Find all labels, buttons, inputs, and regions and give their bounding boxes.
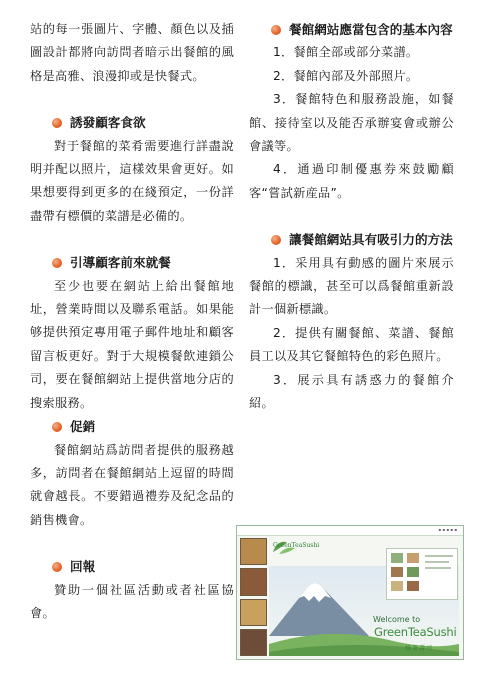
bullet-icon [52,562,62,572]
section-heading-basic-content [249,18,454,41]
heading-text: 餐館網站應當包含的基本內容 [289,22,453,37]
list-item: 2．餐館內部及外部照片。 [273,68,419,83]
bullet-icon [52,118,62,128]
bullet-icon [271,25,281,35]
heading-text: 讓餐館網站具有吸引力的方法 [289,232,453,248]
bullet-icon [52,422,62,432]
bullet-icon [52,258,62,268]
screenshot-photo-strip [240,538,267,656]
paragraph-reward: 贊助一個社區活動或者社區協會。 [30,582,234,620]
screenshot-nav: ▪ ▪ ▪ ▪ ▪ [438,527,457,532]
photo-thumbnail [240,629,267,656]
section-heading-reward [30,555,234,578]
screenshot-menu-panel [386,548,458,600]
brand-name: GreenTeaSushi [374,625,457,639]
list-item: 1．采用具有動感的圖片來展示餐館的標識，甚至可以爲餐館重新設計一個新標識。 [249,255,454,317]
photo-thumbnail [240,599,267,626]
bullet-icon [271,235,281,245]
photo-thumbnail [240,568,267,595]
website-screenshot-image [236,525,464,660]
list-item: 4．通過印制優惠券來鼓勵顧客“嘗試新産品”。 [249,162,454,200]
screenshot-logo-text: GreenTeaSushi [273,542,320,549]
section-heading-guide [30,251,234,274]
paragraph-appetite: 對于餐館的菜肴需要進行詳盡說明并配以照片，這樣效果會更好。如果想要得到更多的在綫預定，一份詳盡帶有標價的菜譜是必備的。 [30,138,234,223]
brand-chinese-name: 綠茶壽司 [405,645,434,652]
photo-thumbnail [240,538,267,565]
right-column [249,18,454,416]
list-item: 3．餐館特色和服務設施，如餐館、接待室以及能否承辦宴會或辦公會議等。 [249,92,454,154]
list-item: 2．提供有關餐館、菜譜、餐館員工以及其它餐館特色的彩色照片。 [249,325,454,364]
heading-text: 促銷 [70,419,96,435]
heading-text: 誘發顧客食欲 [70,115,146,131]
intro-paragraph: 站的每一張圖片、字體、顏色以及插圖設計都將向訪問者暗示出餐館的風格是高雅、浪漫抑或是快餐式。 [30,22,234,83]
welcome-text: Welcome to [373,615,421,624]
heading-text: 回報 [70,559,96,575]
section-heading-appetite [30,111,234,134]
heading-text: 引導顧客前來就餐 [70,255,171,271]
section-heading-promotion [30,415,234,438]
paragraph-promotion: 餐館網站爲訪問者提供的服務越多，訪問者在餐館網站上逗留的時間就會越長。不要錯過禮券及紀念品的銷售機會。 [30,442,234,527]
menu-panel-image [387,549,457,599]
screenshot-top-bar [237,526,463,536]
list-item: 1．餐館全部或部分菜譜。 [273,45,419,60]
list-item: 3．展示具有誘惑力的餐館介紹。 [249,372,454,411]
left-column [30,18,234,625]
section-heading-attractive-methods [249,228,454,251]
paragraph-guide: 至少也要在網站上給出餐館地址，營業時間以及聯系電話。如果能够提供預定專用電子郵件地址和顧客留言板更好。對于大規模餐飲連鎖公司，要在餐館網站上提供當地分店的搜索服務。 [30,278,234,410]
